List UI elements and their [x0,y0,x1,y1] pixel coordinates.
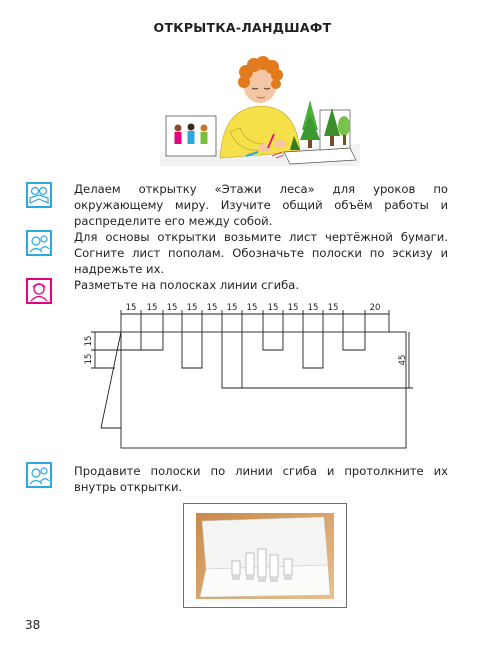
dim-label: 15 [287,303,299,313]
page-title: ОТКРЫТКА-ЛАНДШАФТ [153,20,332,35]
dim-label: 45 [398,354,408,366]
dim-label: 15 [146,303,158,313]
step-3-text: Разметьте на полосках линии сгиба. [74,278,300,292]
dim-label: 15 [186,303,198,313]
dim-label: 15 [84,335,94,347]
step-2-text: Для основы открытки возьмите лист чертёжной бумаги. Согните лист пополам. Обозначьте полоски по эскизу и надрежьте их. [74,230,448,276]
dim-label: 15 [327,303,339,313]
children-thinking-icon [26,230,52,256]
card-marking-drawing [75,298,415,458]
dim-label: 15 [246,303,258,313]
dim-label: 15 [226,303,238,313]
popup-card-photo [196,513,334,599]
dim-label: 15 [206,303,218,313]
dim-label: 15 [125,303,137,313]
dim-label: 15 [307,303,319,313]
dim-label: 20 [369,303,381,313]
people-card-image [166,116,216,156]
step-1-text: Делаем открытку «Этажи леса» для уроков по окружающему миру. Изучите общий объём работы и распределите его между собой. [74,182,448,228]
page-number: 38 [25,618,41,632]
dim-label: 15 [267,303,279,313]
boy-portrait-icon [26,278,52,304]
children-thinking-icon [26,462,52,488]
children-reading-icon [26,182,52,208]
boy-making-card-illustration [160,40,360,166]
result-photo-frame [183,503,347,608]
dim-label: 15 [84,353,94,365]
step-4-text: Продавите полоски по линии сгиба и протолкните их внутрь открытки. [74,464,448,494]
dim-label: 15 [166,303,178,313]
